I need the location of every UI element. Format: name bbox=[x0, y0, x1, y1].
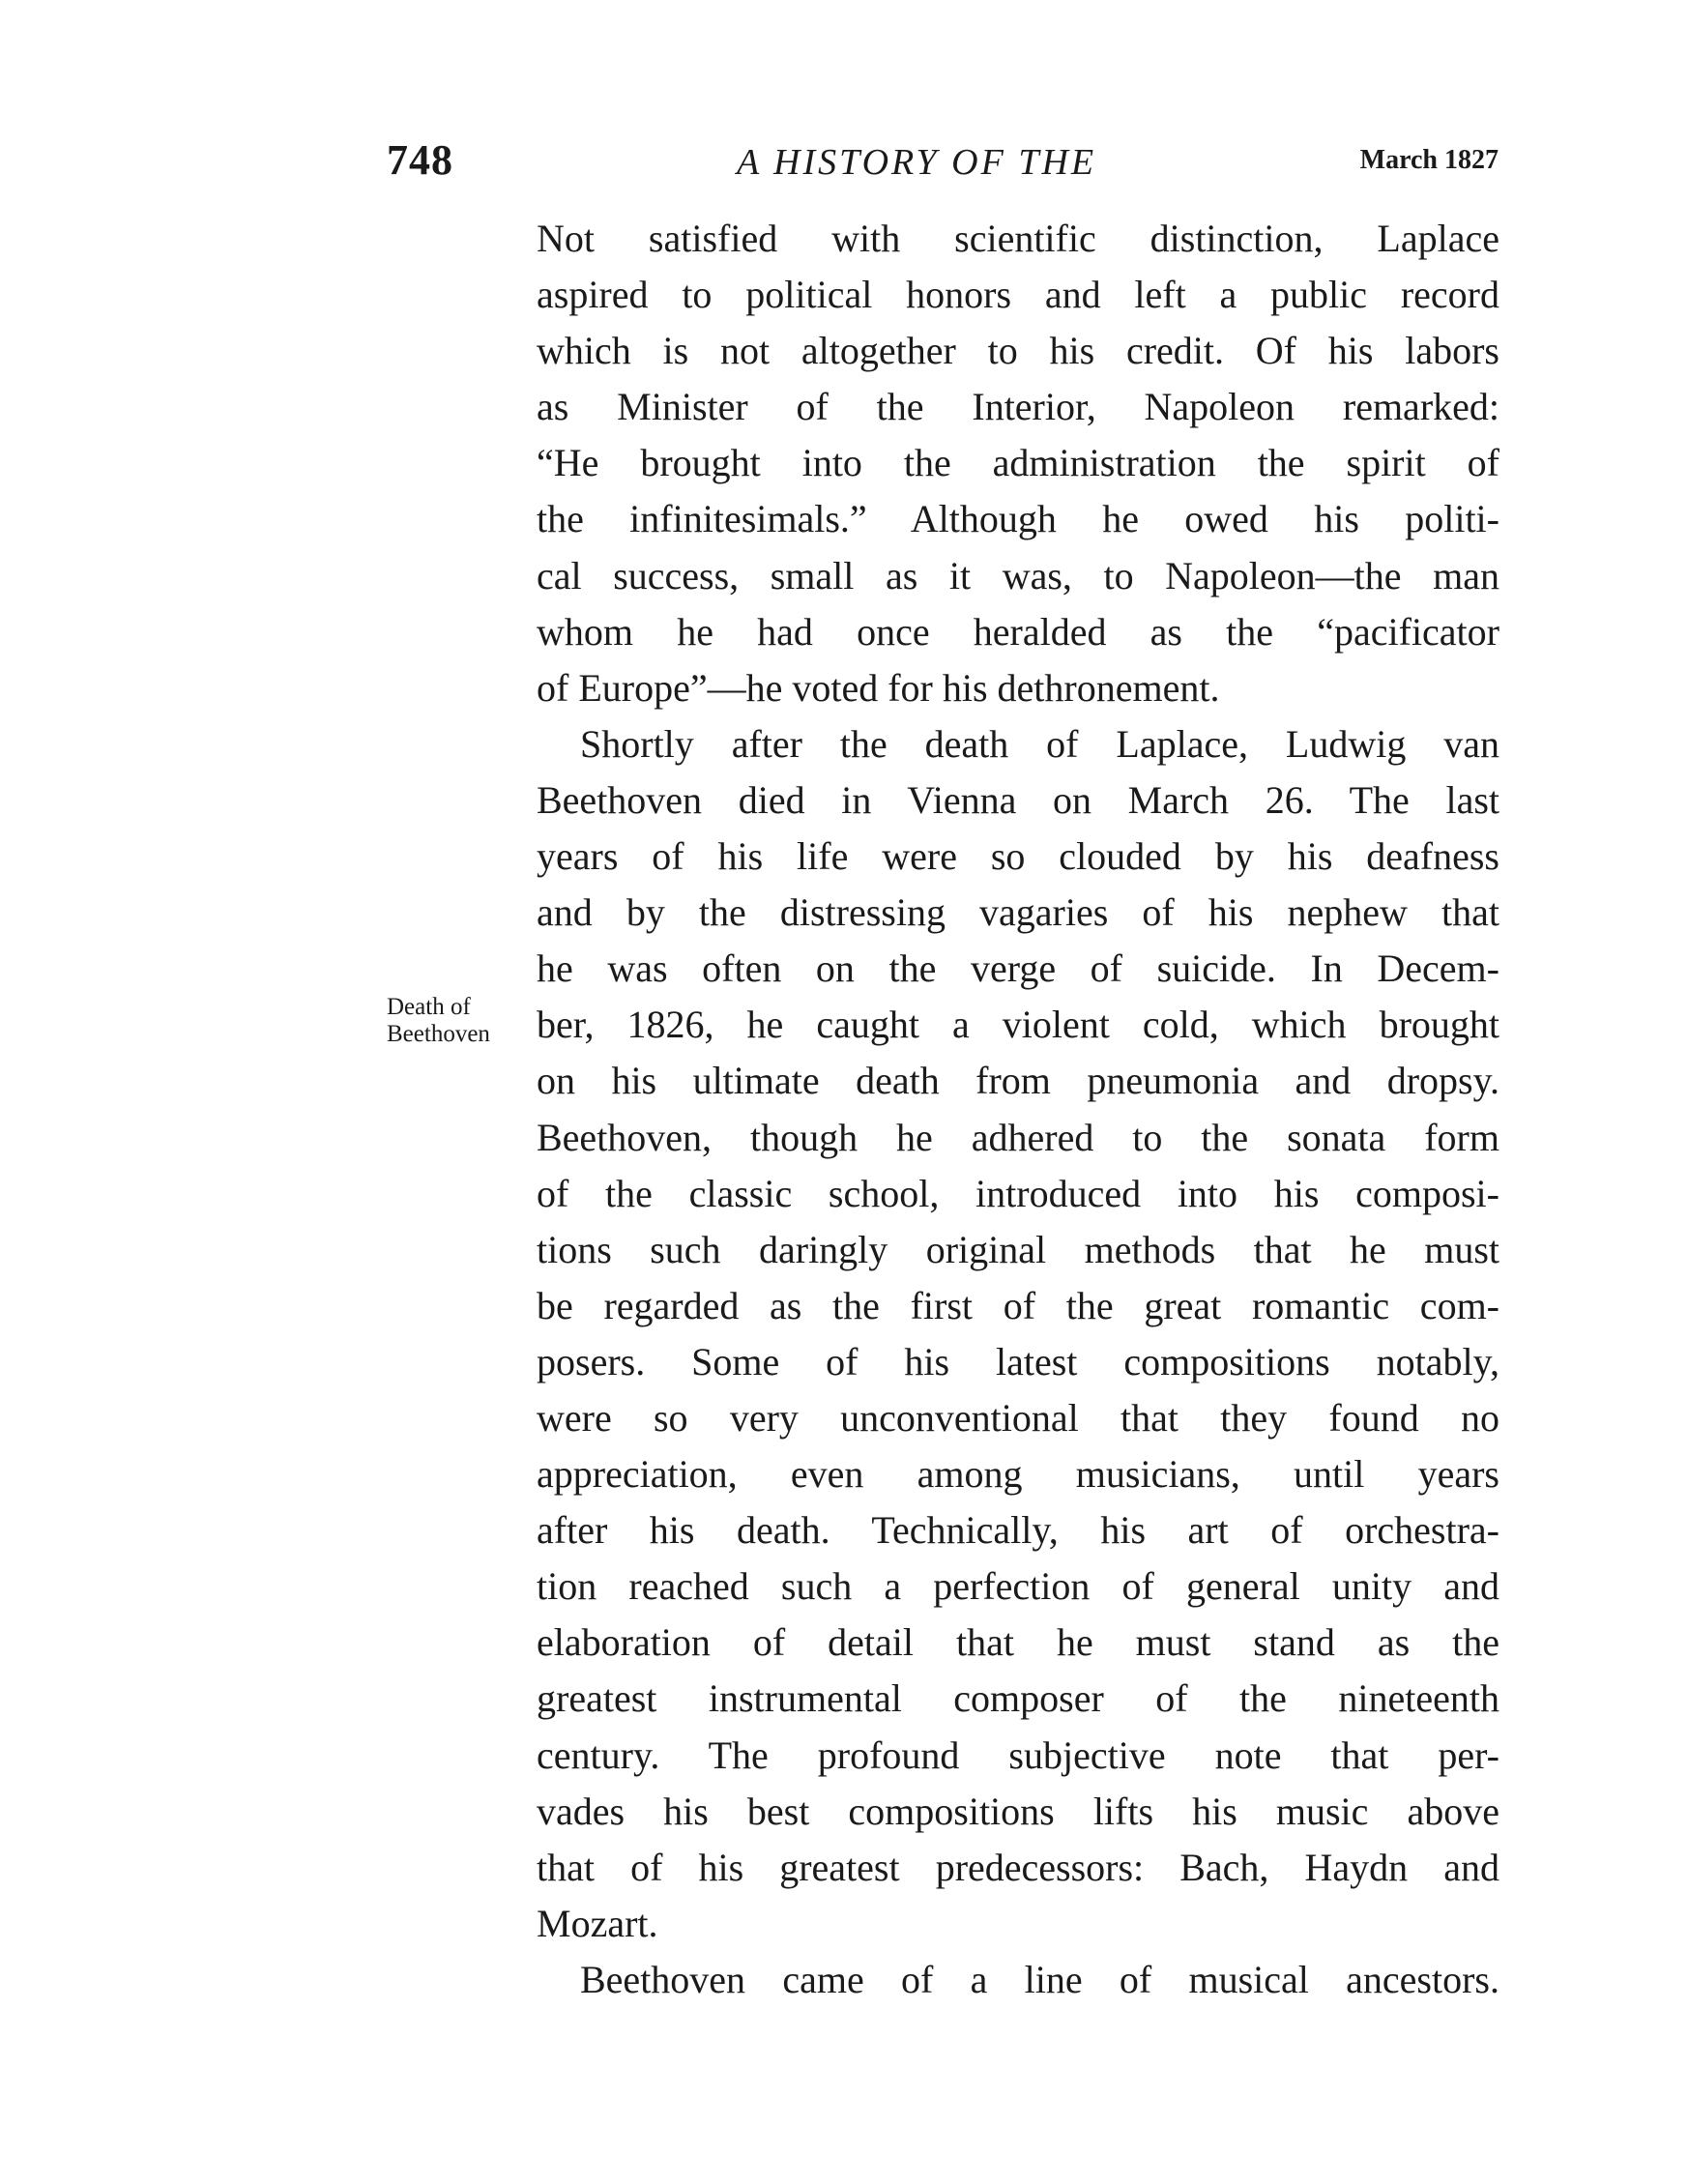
text-line: aspired to political honors and left a public record bbox=[537, 273, 1499, 317]
text-line: after his death. Technically, his art of orchestra- bbox=[537, 1508, 1499, 1553]
page-number: 748 bbox=[387, 136, 453, 184]
header-date: March 1827 bbox=[1359, 145, 1499, 175]
text-line: that of his greatest predecessors: Bach, Haydn and bbox=[537, 1845, 1499, 1889]
margin-note bbox=[387, 994, 490, 1048]
text-line: elaboration of detail that he must stand as the bbox=[537, 1620, 1499, 1665]
text-line: he was often on the verge of suicide. In Decem- bbox=[537, 946, 1499, 991]
text-line: as Minister of the Interior, Napoleon remarked: bbox=[537, 385, 1499, 429]
text-line: ber, 1826, he caught a violent cold, which brought bbox=[537, 1003, 1499, 1047]
text-line: Beethoven died in Vienna on March 26. The last bbox=[537, 777, 1499, 822]
text-line: cal success, small as it was, to Napoleon—the man bbox=[537, 553, 1499, 597]
text-line: vades his best compositions lifts his music above bbox=[537, 1789, 1499, 1833]
text-line: on his ultimate death from pneumonia and dropsy. bbox=[537, 1059, 1499, 1103]
text-line: Not satisfied with scientific distinction, Laplace bbox=[537, 217, 1499, 260]
margin-note-line: Death of bbox=[387, 994, 471, 1020]
text-line: were so very unconventional that they found no bbox=[537, 1395, 1499, 1440]
text-line: Shortly after the death of Laplace, Ludwig van bbox=[580, 721, 1499, 766]
paragraph-beethoven-ancestry bbox=[537, 1952, 1499, 2008]
text-line: of the classic school, introduced into his composi- bbox=[537, 1171, 1499, 1215]
text-line: appreciation, even among musicians, until years bbox=[537, 1452, 1499, 1497]
text-line: tions such daringly original methods that he must bbox=[537, 1227, 1499, 1271]
text-line: Beethoven came of a line of musical ancestors. bbox=[580, 1957, 1499, 2001]
text-line: be regarded as the first of the great romantic com- bbox=[537, 1283, 1499, 1327]
text-line: “He brought into the administration the spirit of bbox=[537, 441, 1499, 485]
body-text bbox=[537, 211, 1499, 2008]
text-line: century. The profound subjective note that per- bbox=[537, 1733, 1499, 1777]
text-line: Beethoven, though he adhered to the sonata form bbox=[537, 1115, 1499, 1159]
text-line: tion reached such a perfection of general unity and bbox=[537, 1564, 1499, 1609]
text-line: the infinitesimals.” Although he owed his politi- bbox=[537, 497, 1499, 541]
text-line: posers. Some of his latest compositions notably, bbox=[537, 1339, 1499, 1383]
text-line: greatest instrumental composer of the nineteenth bbox=[537, 1676, 1499, 1721]
running-title: A HISTORY OF THE bbox=[737, 142, 1097, 183]
text-line: which is not altogether to his credit. Of his labors bbox=[537, 329, 1499, 373]
text-line: of Europe”—he voted for his dethronement. bbox=[537, 665, 1220, 710]
margin-note-line: Beethoven bbox=[387, 1021, 490, 1047]
text-line: whom he had once heralded as the “pacificator bbox=[537, 609, 1499, 654]
paragraph-beethoven-death bbox=[537, 716, 1499, 1952]
paragraph-laplace bbox=[537, 211, 1499, 716]
text-line: years of his life were so clouded by his deafness bbox=[537, 834, 1499, 879]
text-line: Mozart. bbox=[537, 1901, 658, 1945]
page-header bbox=[387, 135, 1499, 193]
text-line: and by the distressing vagaries of his nephew that bbox=[537, 890, 1499, 935]
